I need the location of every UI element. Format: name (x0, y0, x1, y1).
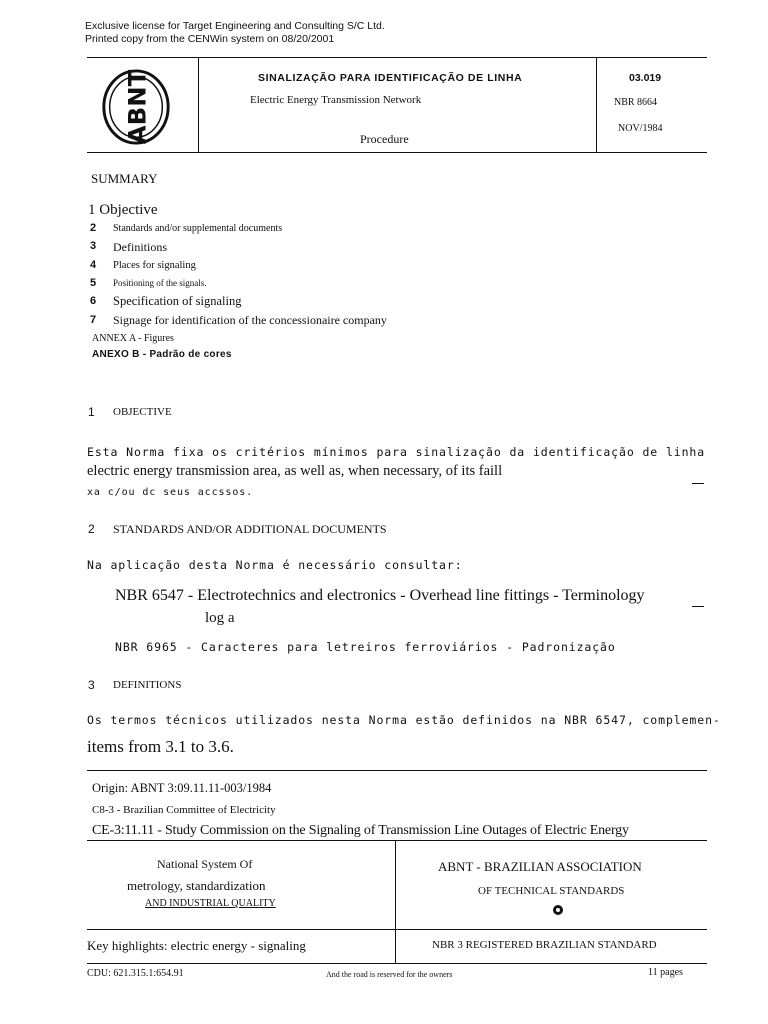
infobox-divider (395, 840, 396, 964)
national-system-line-3: AND INDUSTRIAL QUALITY (145, 898, 276, 909)
summary-item-number: 7 (90, 314, 97, 326)
infobox-top-rule (87, 840, 707, 841)
cdu-code: CDU: 621.315.1:654.91 (87, 968, 184, 979)
abnt-association-line-2: OF TECHNICAL STANDARDS (478, 885, 625, 897)
header-top-rule (87, 57, 707, 58)
national-system-line-2: metrology, standardization (127, 878, 266, 893)
summary-item-label: Standards and/or supplemental documents (113, 223, 283, 234)
infobox-bottom-rule (87, 963, 707, 964)
summary-item-label: Definitions (113, 240, 167, 254)
reserved-note: And the road is reserved for the owners (326, 970, 453, 979)
summary-heading: SUMMARY (91, 171, 158, 186)
standard-number: NBR 8664 (614, 97, 658, 108)
section-3-title: DEFINITIONS (113, 679, 182, 691)
section-1-line-3: xa c/ou dc seus accssos. (87, 487, 254, 498)
section-1-title: OBJECTIVE (113, 406, 172, 418)
summary-item-number: 6 (90, 295, 97, 307)
document-subtitle: Electric Energy Transmission Network (250, 94, 422, 106)
summary-item-label: Objective (99, 202, 158, 218)
section-3-number: 3 (88, 678, 95, 692)
national-system-line-1: National System Of (157, 857, 253, 871)
summary-item-label: Positioning of the signals. (113, 278, 207, 288)
summary-item-number: 2 (90, 222, 97, 234)
stray-dash (692, 606, 704, 607)
summary-item-label: Signage for identification of the concessionaire company (113, 313, 387, 327)
publication-date: NOV/1984 (618, 123, 663, 134)
key-highlights: Key highlights: electric energy - signaling (87, 938, 306, 953)
header-divider-right (596, 57, 597, 153)
license-line-2: Printed copy from the CENWin system on 08/20/2001 (85, 33, 335, 45)
document-type: Procedure (360, 132, 409, 146)
summary-item-number: 5 (90, 277, 97, 289)
reference-continuation: log a (205, 610, 235, 626)
stray-dash (692, 483, 704, 484)
committee-line: C8-3 - Brazilian Committee of Electricity (92, 804, 276, 816)
document-code: 03.019 (629, 72, 662, 84)
section-1-line-2: electric energy transmission area, as well as, when necessary, of its faill (87, 463, 503, 479)
annex-a: ANNEX A - Figures (92, 333, 174, 344)
origin-top-rule (87, 770, 707, 771)
page-count: 11 pages (648, 967, 683, 978)
section-1-number: 1 (88, 405, 95, 419)
summary-item-1 (88, 202, 158, 219)
section-1-line-1: Esta Norma fixa os critérios mínimos para sinalização da identificação de linha (87, 445, 706, 459)
section-3-line-2: items from 3.1 to 3.6. (87, 737, 234, 756)
registered-mark-icon (552, 904, 564, 916)
section-3-line-1: Os termos técnicos utilizados nesta Norma estão definidos na NBR 6547, complemen- (87, 713, 721, 727)
abnt-logo (97, 68, 175, 146)
summary-item-number: 4 (90, 259, 97, 271)
license-line-1: Exclusive license for Target Engineering and Consulting S/C Ltd. (85, 20, 385, 32)
section-2-number: 2 (88, 522, 95, 536)
reference-nbr-6965: NBR 6965 - Caracteres para letreiros ferroviários - Padronização (115, 640, 616, 654)
reference-nbr-6547: NBR 6547 - Electrotechnics and electronics - Overhead line fittings - Terminology (115, 587, 645, 604)
infobox-middle-rule (87, 929, 707, 930)
origin-line: Origin: ABNT 3:09.11.11-003/1984 (92, 781, 272, 795)
license-notice (85, 20, 385, 46)
annex-b: ANEXO B - Padrão de cores (92, 349, 232, 360)
summary-item-label: Specification of signaling (113, 294, 242, 308)
section-2-line-1: Na aplicação desta Norma é necessário consultar: (87, 558, 463, 572)
svg-text:ABNT: ABNT (122, 69, 152, 145)
registered-standard: NBR 3 REGISTERED BRAZILIAN STANDARD (432, 939, 657, 951)
summary-item-label: Places for signaling (113, 260, 196, 271)
commission-line: CE-3:11.11 - Study Commission on the Signaling of Transmission Line Outages of Electric Energy (92, 823, 629, 838)
header-bottom-rule (87, 152, 707, 153)
abnt-association-line-1: ABNT - BRAZILIAN ASSOCIATION (438, 859, 642, 874)
header-divider-left (198, 57, 199, 153)
document-title: SINALIZAÇÃO PARA IDENTIFICAÇÃO DE LINHA (258, 72, 523, 84)
summary-item-number: 3 (90, 240, 97, 252)
summary-item-number: 1 (88, 202, 96, 218)
section-2-title: STANDARDS AND/OR ADDITIONAL DOCUMENTS (113, 522, 387, 536)
